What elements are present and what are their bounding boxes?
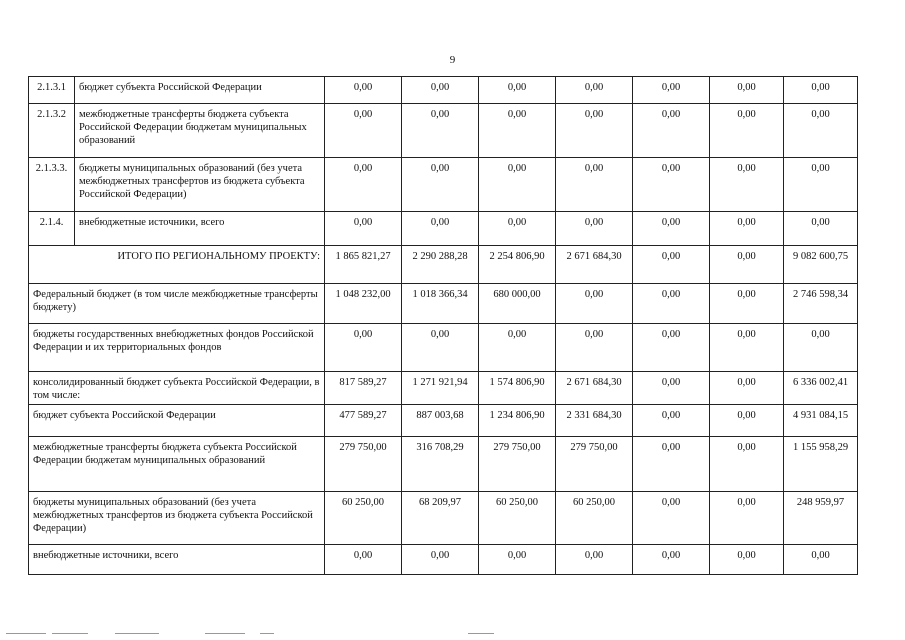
value-cell: 0,00: [556, 104, 633, 158]
row-label: бюджеты государственных внебюджетных фондов Российской Федерации и их территориальных фондов: [29, 324, 325, 372]
total-value-cell: 0,00: [710, 246, 784, 284]
value-cell: 0,00: [556, 284, 633, 324]
page-number: 9: [449, 54, 456, 66]
table-row: [29, 77, 858, 104]
value-cell: 2 746 598,34: [784, 284, 858, 324]
value-cell: 0,00: [710, 437, 784, 492]
row-code: 2.1.3.1: [29, 77, 75, 104]
value-cell: 0,00: [325, 104, 402, 158]
value-cell: 0,00: [633, 324, 710, 372]
value-cell: 0,00: [710, 372, 784, 405]
value-cell: 0,00: [325, 158, 402, 212]
value-cell: 0,00: [784, 104, 858, 158]
total-row: [29, 246, 858, 284]
value-cell: 0,00: [402, 77, 479, 104]
value-cell: 0,00: [402, 158, 479, 212]
value-cell: 477 589,27: [325, 405, 402, 437]
row-label: межбюджетные трансферты бюджета субъекта Российской Федерации бюджетам муниципальных образований: [75, 104, 325, 158]
value-cell: 248 959,97: [784, 492, 858, 545]
value-cell: 6 336 002,41: [784, 372, 858, 405]
row-label: консолидированный бюджет субъекта Российской Федерации, в том числе:: [29, 372, 325, 405]
value-cell: 2 671 684,30: [556, 372, 633, 405]
value-cell: 0,00: [402, 104, 479, 158]
row-label: бюджеты муниципальных образований (без учета межбюджетных трансфертов из бюджета субъекта Российской Федерации): [75, 158, 325, 212]
value-cell: 279 750,00: [556, 437, 633, 492]
table-row: [29, 545, 858, 575]
value-cell: 0,00: [325, 545, 402, 575]
value-cell: 279 750,00: [325, 437, 402, 492]
value-cell: 1 574 806,90: [479, 372, 556, 405]
value-cell: 0,00: [784, 77, 858, 104]
value-cell: 0,00: [710, 104, 784, 158]
value-cell: 0,00: [556, 158, 633, 212]
value-cell: 680 000,00: [479, 284, 556, 324]
row-code: 2.1.3.3.: [29, 158, 75, 212]
row-label: бюджет субъекта Российской Федерации: [75, 77, 325, 104]
scan-bottom-artifact: [0, 633, 905, 636]
table-row: [29, 212, 858, 246]
value-cell: 0,00: [479, 324, 556, 372]
row-label: бюджет субъекта Российской Федерации: [29, 405, 325, 437]
row-label: внебюджетные источники, всего: [29, 545, 325, 575]
value-cell: 0,00: [633, 77, 710, 104]
value-cell: 0,00: [556, 212, 633, 246]
value-cell: 0,00: [479, 212, 556, 246]
value-cell: 0,00: [325, 212, 402, 246]
value-cell: 0,00: [710, 324, 784, 372]
table-row: [29, 104, 858, 158]
value-cell: 0,00: [784, 545, 858, 575]
value-cell: 0,00: [325, 77, 402, 104]
value-cell: 1 234 806,90: [479, 405, 556, 437]
value-cell: 68 209,97: [402, 492, 479, 545]
value-cell: 0,00: [479, 158, 556, 212]
value-cell: 0,00: [784, 212, 858, 246]
value-cell: 0,00: [710, 77, 784, 104]
value-cell: 0,00: [633, 437, 710, 492]
value-cell: 0,00: [710, 212, 784, 246]
value-cell: 0,00: [479, 545, 556, 575]
total-value-cell: 0,00: [633, 246, 710, 284]
value-cell: 0,00: [633, 158, 710, 212]
value-cell: 0,00: [633, 104, 710, 158]
value-cell: 0,00: [710, 405, 784, 437]
value-cell: 0,00: [479, 104, 556, 158]
table-row: [29, 437, 858, 492]
value-cell: 60 250,00: [479, 492, 556, 545]
value-cell: 4 931 084,15: [784, 405, 858, 437]
row-label: Федеральный бюджет (в том числе межбюджетные трансферты бюджету): [29, 284, 325, 324]
table-row: [29, 324, 858, 372]
value-cell: 0,00: [556, 545, 633, 575]
row-label: бюджеты муниципальных образований (без учета межбюджетных трансфертов из бюджета субъекта Российской Федерации): [29, 492, 325, 545]
total-value-cell: 1 865 821,27: [325, 246, 402, 284]
value-cell: 1 018 366,34: [402, 284, 479, 324]
value-cell: 2 331 684,30: [556, 405, 633, 437]
value-cell: 0,00: [784, 324, 858, 372]
table-row: [29, 284, 858, 324]
value-cell: 60 250,00: [325, 492, 402, 545]
value-cell: 0,00: [633, 545, 710, 575]
value-cell: 0,00: [710, 158, 784, 212]
total-value-cell: 9 082 600,75: [784, 246, 858, 284]
total-value-cell: 2 671 684,30: [556, 246, 633, 284]
value-cell: 0,00: [633, 405, 710, 437]
value-cell: 887 003,68: [402, 405, 479, 437]
row-code: 2.1.4.: [29, 212, 75, 246]
total-label: ИТОГО ПО РЕГИОНАЛЬНОМУ ПРОЕКТУ:: [29, 246, 325, 284]
value-cell: 1 271 921,94: [402, 372, 479, 405]
value-cell: 0,00: [710, 545, 784, 575]
value-cell: 0,00: [556, 324, 633, 372]
value-cell: 0,00: [633, 492, 710, 545]
value-cell: 0,00: [710, 284, 784, 324]
value-cell: 60 250,00: [556, 492, 633, 545]
table-row: [29, 492, 858, 545]
table-row: [29, 158, 858, 212]
row-label: внебюджетные источники, всего: [75, 212, 325, 246]
value-cell: 0,00: [784, 158, 858, 212]
row-label: межбюджетные трансферты бюджета субъекта Российской Федерации бюджетам муниципальных образований: [29, 437, 325, 492]
value-cell: 1 048 232,00: [325, 284, 402, 324]
value-cell: 0,00: [402, 545, 479, 575]
value-cell: 0,00: [402, 212, 479, 246]
value-cell: 0,00: [325, 324, 402, 372]
total-value-cell: 2 290 288,28: [402, 246, 479, 284]
row-code: 2.1.3.2: [29, 104, 75, 158]
budget-table: [28, 76, 858, 575]
value-cell: 0,00: [633, 372, 710, 405]
value-cell: 0,00: [633, 284, 710, 324]
table-row: [29, 405, 858, 437]
value-cell: 279 750,00: [479, 437, 556, 492]
value-cell: 0,00: [402, 324, 479, 372]
value-cell: 0,00: [479, 77, 556, 104]
value-cell: 0,00: [633, 212, 710, 246]
value-cell: 1 155 958,29: [784, 437, 858, 492]
value-cell: 817 589,27: [325, 372, 402, 405]
value-cell: 0,00: [556, 77, 633, 104]
value-cell: 316 708,29: [402, 437, 479, 492]
value-cell: 0,00: [710, 492, 784, 545]
table-row: [29, 372, 858, 405]
total-value-cell: 2 254 806,90: [479, 246, 556, 284]
